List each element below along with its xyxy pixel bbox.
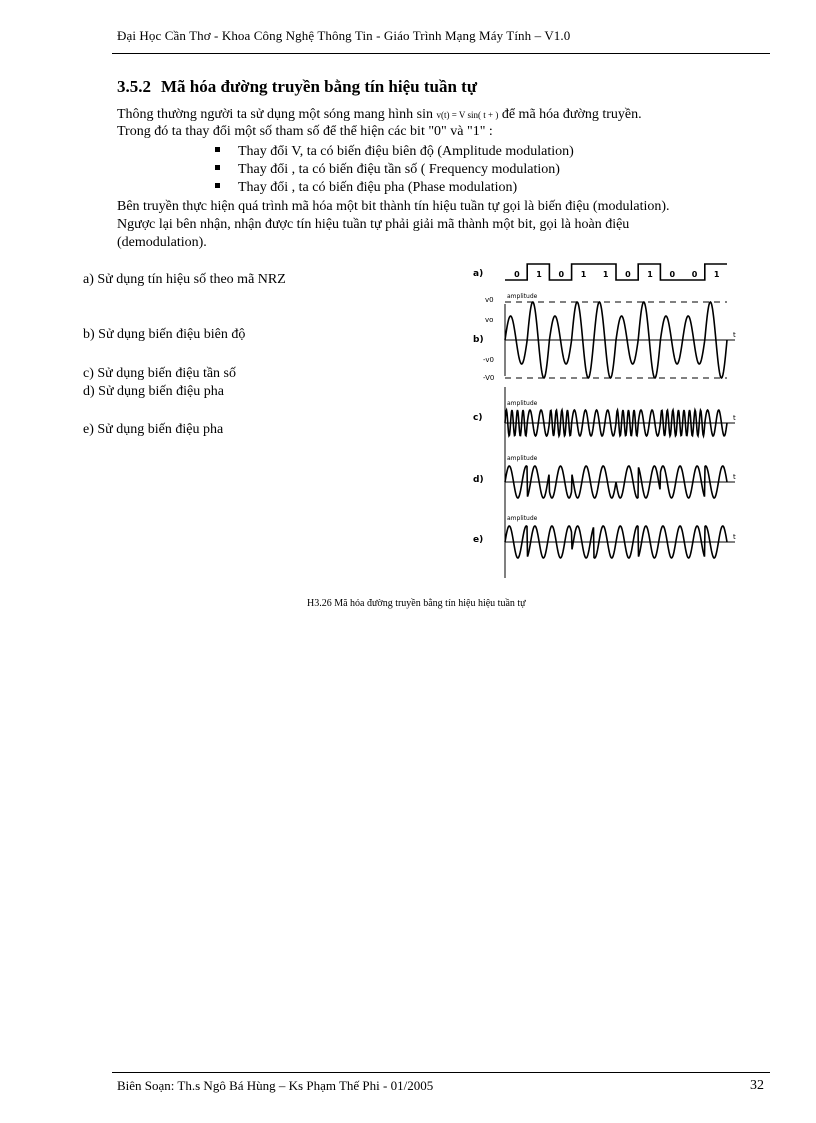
running-header: Đại Học Cần Thơ - Khoa Công Nghệ Thông Tin - Giáo Trình Mạng Máy Tính – V1.0 [117, 28, 571, 43]
bit-label: 0 [558, 270, 565, 279]
bit-label: 1 [536, 270, 542, 279]
row-label: b) [473, 335, 484, 345]
bit-label: 0 [514, 270, 520, 279]
paragraph-3: Bên truyền thực hiện quá trình mã hóa một bit thành tín hiệu tuần tự gọi là biến điệu (modulation). [117, 199, 670, 214]
bit-label: 0 [691, 270, 698, 279]
paragraph-4a: Ngược lại bên nhận, nhận được tín hiệu tuần tự phải giải mã thành một bit, gọi là hoàn điệu [117, 217, 630, 232]
row-label: d) [473, 475, 484, 485]
time-label: t [733, 331, 736, 339]
v0-label: v0 [485, 296, 494, 304]
paragraph-1-start: Thông thường người ta sử dụng một sóng mang hình sin [117, 107, 437, 122]
bit-label: 1 [647, 270, 653, 279]
bullet-icon [215, 147, 220, 152]
figure-label-d: d) Sử dụng biến điệu pha [83, 384, 224, 399]
paragraph-4b: (demodulation). [117, 235, 207, 250]
paragraph-1-end: để mã hóa đường truyền. [498, 107, 642, 122]
page-number: 32 [750, 1078, 764, 1093]
row-label: e) [473, 535, 484, 545]
bullet-item: Thay đổi , ta có biến điệu tần số ( Frequency modulation) [215, 162, 560, 178]
figure-label-c: c) Sử dụng biến điệu tần số [83, 366, 237, 381]
paragraph-1 [117, 107, 642, 123]
carrier-formula: v(t) = V sin( t + ) [436, 110, 499, 120]
figure-label-b: b) Sử dụng biến điệu biên độ [83, 327, 246, 342]
panel-title: amplitude [507, 400, 538, 407]
footer-authors: Biên Soạn: Th.s Ngô Bá Hùng – Ks Phạm Thế Phi - 01/2005 [117, 1078, 434, 1093]
bit-label: 0 [625, 270, 631, 279]
bullet-item: Thay đổi V, ta có biến điệu biên độ (Amplitude modulation) [215, 144, 574, 160]
row-label: a) [473, 269, 484, 279]
neg-v0-label: -V0 [483, 374, 495, 382]
time-label: t [733, 414, 736, 422]
header-divider [112, 53, 770, 54]
bullet-item: Thay đổi , ta có biến điệu pha (Phase modulation) [215, 180, 517, 196]
figure-label-e: e) Sử dụng biến điệu pha [83, 422, 224, 437]
panel-title: amplitude [507, 293, 538, 300]
modulation-figure [465, 260, 745, 580]
time-label: t [733, 533, 736, 541]
paragraph-2: Trong đó ta thay đổi một số tham số để thể hiện các bit "0" và "1" : [117, 124, 493, 139]
section-title: Mã hóa đường truyền bằng tín hiệu tuần tự [161, 77, 478, 96]
neg-vo-label: -v0 [483, 356, 494, 364]
bit-label: 1 [602, 270, 609, 279]
bullet-icon [215, 183, 220, 188]
section-heading [117, 77, 477, 97]
panel-title: amplitude [507, 455, 538, 462]
panel-title: amplitude [507, 515, 538, 522]
bit-label: 0 [669, 270, 676, 279]
bit-label: 1 [713, 270, 720, 279]
footer-divider [112, 1072, 770, 1073]
figure-caption: H3.26 Mã hóa đường truyền bằng tín hiệu hiệu tuần tự [307, 598, 526, 609]
time-label: t [733, 473, 736, 481]
section-number: 3.5.2 [117, 77, 151, 96]
bullet-icon [215, 165, 220, 170]
figure-label-a: a) Sử dụng tín hiệu số theo mã NRZ [83, 272, 286, 287]
vo-label: vo [485, 316, 494, 324]
bit-label: 1 [580, 270, 587, 279]
row-label: c) [473, 413, 483, 423]
